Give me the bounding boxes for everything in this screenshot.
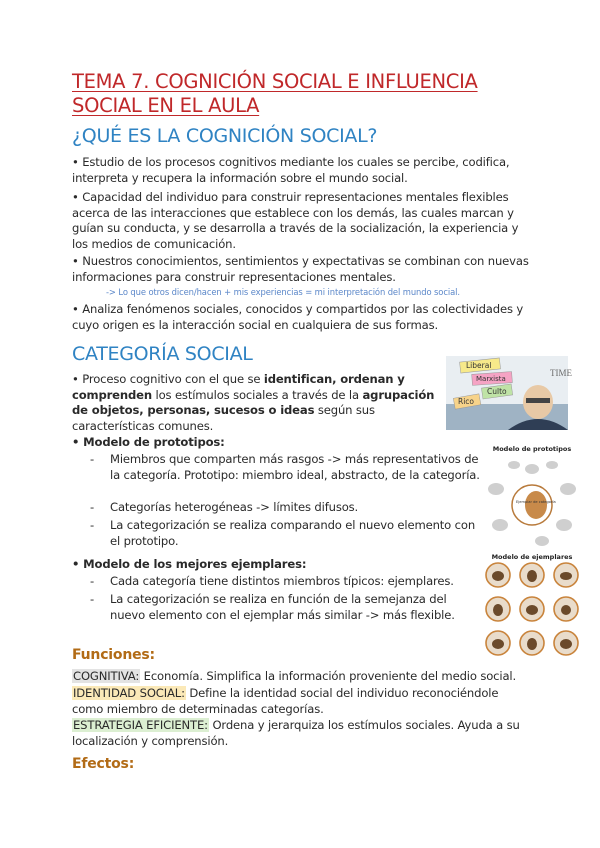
bullet-paragraph: • Capacidad del individuo para construir representaciones mentales flexibles acerca de las interacciones que establece con los demás, las cuales marcan y guían su conducta, y se desarrolla a través de la socialización, la experiencia y los medios de comunicación. bbox=[72, 190, 519, 251]
bullet-paragraph: • Estudio de los procesos cognitivos mediante los cuales se percibe, codifica, interpreta y recupera la información sobre el mundo social. bbox=[72, 155, 510, 185]
time-logo: TIME bbox=[550, 368, 572, 378]
bullet-paragraph: • Nuestros conocimientos, sentimientos y expectativas se combinan con nuevas informaciones para construir representaciones mentales. bbox=[72, 254, 529, 284]
prototype-model-heading: • Modelo de prototipos: bbox=[72, 435, 225, 449]
document-title: TEMA 7. COGNICIÓN SOCIAL E INFLUENCIA SOCIAL EN EL AULA bbox=[72, 70, 478, 117]
categoria-intro: • Proceso cognitivo con el que se identifican, ordenan y comprenden los estímulos sociales a través de la agrupación de objetos, personas, sucesos o ideas según sus características comunes. bbox=[72, 372, 435, 433]
exemplar-model-heading: • Modelo de los mejores ejemplares: bbox=[72, 557, 307, 571]
funcion-item: IDENTIDAD SOCIAL: Define la identidad social del individuo reconociéndole como miembro de determinadas categorías. bbox=[72, 686, 499, 716]
prototype-dog-icon bbox=[525, 491, 547, 519]
list-item: - La categorización se realiza comparando el nuevo elemento con el prototipo. bbox=[90, 518, 476, 548]
svg-text:Rico: Rico bbox=[458, 397, 475, 406]
list-item: - Categorías heterogéneas -> límites difusos. bbox=[90, 500, 359, 514]
section-heading-cognicion: ¿QUÉ ES LA COGNICIÓN SOCIAL? bbox=[72, 125, 378, 147]
prototype-figure-caption: Modelo de prototipos bbox=[492, 445, 572, 453]
efectos-heading: Efectos: bbox=[72, 756, 135, 772]
funcion-label: IDENTIDAD SOCIAL: bbox=[73, 686, 185, 700]
prototype-diagram bbox=[482, 453, 582, 549]
categorization-photo bbox=[446, 356, 572, 430]
prototype-center-label: Ejemplar de categoría bbox=[516, 500, 556, 504]
funcion-label: COGNITIVA: bbox=[73, 669, 140, 683]
categorization-photo-svg bbox=[446, 356, 572, 430]
funciones-heading: Funciones: bbox=[72, 647, 155, 663]
funcion-item: COGNITIVA: Economía. Simplifica la información proveniente del medio social. bbox=[73, 669, 517, 683]
exemplar-figure-caption: Modelo de ejemplares bbox=[491, 553, 573, 561]
list-item: - Cada categoría tiene distintos miembros típicos: ejemplares. bbox=[90, 574, 454, 588]
funcion-item: ESTRATEGIA EFICIENTE: Ordena y jerarquiza los estímulos sociales. Ayuda a su localización y comprensión. bbox=[72, 718, 520, 748]
bullet-paragraph: • Analiza fenómenos sociales, conocidos y compartidos por las colectividades y cuyo origen es la interacción social en cualquiera de sus formas. bbox=[72, 302, 524, 332]
prototype-model-figure bbox=[482, 445, 582, 551]
list-item: - La categorización se realiza en función de la semejanza del nuevo elemento con el ejemplar más similar -> más flexible. bbox=[90, 592, 455, 622]
svg-text:Marxista: Marxista bbox=[476, 375, 506, 383]
exemplar-model-figure bbox=[482, 553, 582, 657]
funcion-label: ESTRATEGIA EFICIENTE: bbox=[73, 718, 208, 732]
svg-text:Liberal: Liberal bbox=[466, 361, 492, 370]
exemplar-grid bbox=[482, 561, 582, 657]
formula-note: -> Lo que otros dicen/hacen + mis experiencias = mi interpretación del mundo social. bbox=[106, 287, 460, 297]
section-heading-categoria: CATEGORÍA SOCIAL bbox=[72, 343, 253, 365]
list-item: - Miembros que comparten más rasgos -> más representativos de la categoría. Prototipo: miembro ideal, abstracto, de la categoría. bbox=[90, 452, 480, 482]
svg-text:Culto: Culto bbox=[487, 387, 507, 396]
